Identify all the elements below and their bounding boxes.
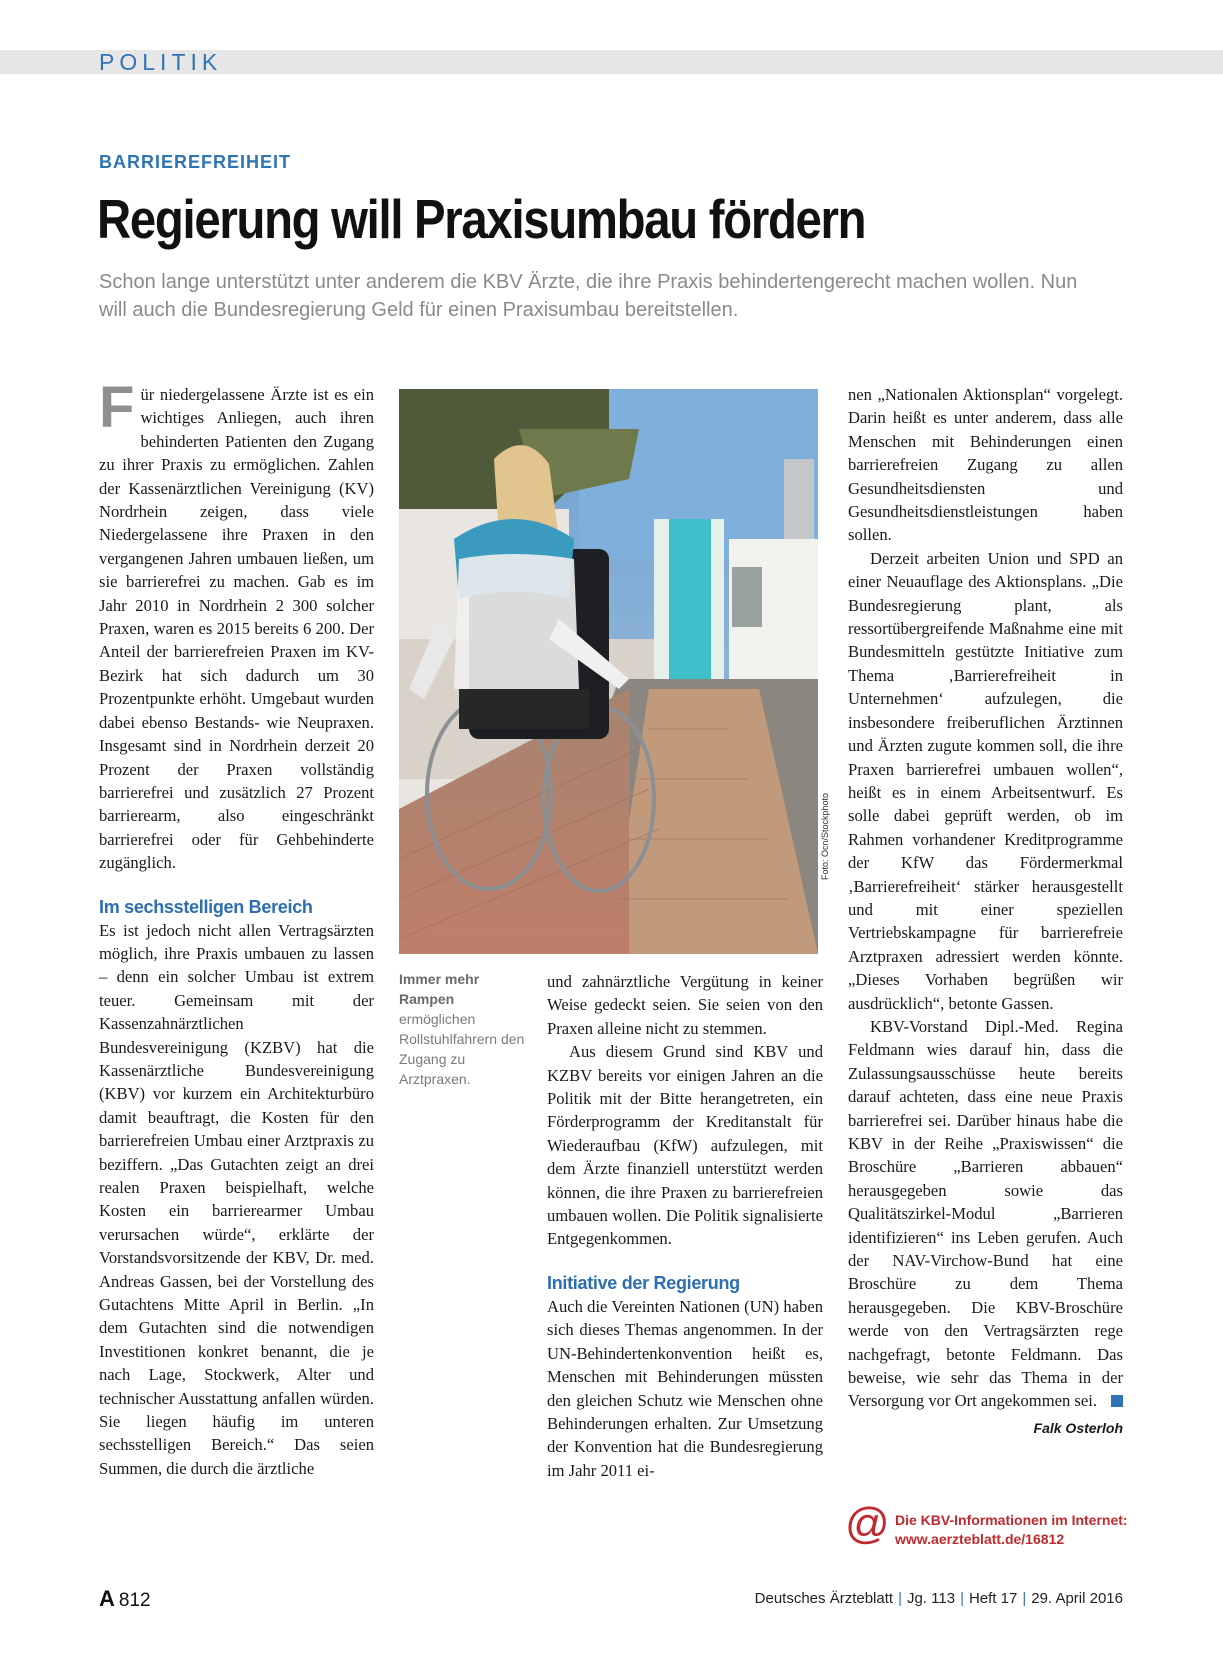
paragraph: Derzeit arbeiten Union und SPD an einer Neuauflage des Aktionsplans. „Die Bundesregierung plant, als ressortübergreifende Maßnahme eine mit Bundesmitteln gestützte Initiative zum Thema ‚Barrierefreiheit in Unternehmen‘ aufzulegen, die insbesondere freiberuflichen Ärztinnen und Ärzten zugute kommen soll, die ihre Praxen barrierefrei umbauen wollen“, heißt es in einem Arbeitsentwurf. Es solle dabei geprüft werden, ob im Rahmen vorhandener Kreditprogramme der KfW das Fördermerkmal ‚Barrierefreiheit‘ stärker herausgestellt und mit einer speziellen Vertriebskampagne für barrierefreie Arztpraxen adressiert werden könnte. „Dieses Vorhaben begrüßen wir ausdrücklich“, betonte Gassen.: [848, 548, 1123, 1013]
publication-issue: Heft 17: [968, 1590, 1018, 1607]
end-mark-icon: [1111, 1395, 1123, 1407]
paragraph: [848, 1015, 1123, 1413]
paragraph-text: ür niedergelassene Ärzte ist es ein wichtiges Anliegen, auch ihren behinderten Patienten den Zugang zu ihrer Praxis zu ermöglichen. Zahlen der Kassenärztlichen Vereinigung (KV) Nordrhein zeigen, dass viele Niedergelassene ihre Praxen in den vergangenen Jahren umbauen ließen, um sie barrierefrei zu machen. Gab es im Jahr 2010 in Nordrhein 2 300 solcher Praxen, waren es 2015 bereits 6 200. Der Anteil der barrierefreien Praxen im KV-Bezirk hat sich dadurch um 30 Prozentpunkte erhöht. Umgebaut wurden dabei ebenso Bestands- wie Neupraxen. Insgesamt sind in Nordrhein derzeit 20 Prozent der Praxen vollständig barrierefrei und zusätzlich 27 Prozent barrierearm, also eingeschränkt barrierefrei oder für Gehbehinderte zugänglich.: [99, 385, 374, 873]
paragraph: Auch die Vereinten Nationen (UN) haben sich dieses Themas angenommen. In der UN-Behindertenkonvention heißt es, Menschen mit Behinderungen müssten den gleichen Schutz wie Menschen ohne Behinderungen erhalten. Zur Umsetzung der Konvention hat die Bundesregierung im Jahr 2011 ei-: [547, 1296, 823, 1480]
photo-credit: Foto: Ocn/Stockphoto: [820, 792, 830, 880]
paragraph: Es ist jedoch nicht allen Vertragsärzten möglich, ihre Praxis umbauen zu lassen – denn ein solcher Umbau ist extrem teuer. Gemeinsam mit der Kassenzahnärztlichen Bundesvereinigung (KZBV) hat die Kassenärztliche Bundesvereinigung (KBV) vor kurzem ein Architekturbüro damit beauftragt, die Kosten für den barrierefreien Umbau einer Arztpraxis zu beziffern. „Das Gutachten zeigt an drei realen Praxen beispielhaft, welche Kosten ein barrierearmer Umbau verursachen würde“, erklärte der Vorstandsvorsitzende der KBV, Dr. med. Andreas Gassen, bei der Vorstellung des Gutachtens Mitte April in Berlin. „In dem Gutachten sind die notwendigen Investitionen konkret benannt, die je nach Lage, Stockwerk, Alter und technischer Ausstattung anfallen würden. Sie liegen häufig im unteren sechsstelligen Bereich.“ Das seien Summen, die durch die ärztliche: [99, 920, 374, 1478]
divider: |: [960, 1590, 964, 1607]
subheading: Im sechsstelligen Bereich: [99, 896, 313, 917]
paragraph-text: KBV-Vorstand Dipl.-Med. Regina Feldmann wies darauf hin, dass die Zulassungsausschüsse heute bereits darauf achteten, dass eine neue Praxis barrierefrei sei. Darüber hinaus habe die KBV in der Reihe „Praxiswissen“ die Broschüre „Barrieren abbauen“ herausgegeben sowie das Qualitätszirkel-Modul „Barrieren identifizieren“ ins Leben gerufen. Auch der NAV-Virchow-Bund hat eine Broschüre zu dem Thema herausgegeben. Die KBV-Broschüre werde von den Vertragsärzten rege nachgefragt, betonte Feldmann. Das beweise, wie sehr das Thema in der Versorgung vor Ort angekommen sei.: [848, 1016, 1123, 1411]
article-column-3: [848, 383, 1123, 1440]
article-column-1: [99, 375, 374, 1480]
publication-info: [755, 1590, 1123, 1607]
web-reference-link[interactable]: www.aerzteblatt.de/16812: [895, 1531, 1065, 1547]
divider: |: [898, 1590, 902, 1607]
photo-caption: [399, 969, 529, 1089]
article-headline: Regierung will Praxisumbau fördern: [97, 188, 866, 250]
page-prefix: A: [99, 1586, 115, 1611]
article-author: Falk Osterloh: [1033, 1419, 1123, 1436]
page-number: [99, 1586, 151, 1612]
page-number-value: 812: [118, 1590, 151, 1611]
publication-volume: Jg. 113: [906, 1590, 956, 1607]
drop-cap: F: [99, 375, 135, 440]
article-photo: [399, 389, 818, 954]
paragraph: nen „Nationalen Aktionsplan“ vorgelegt. Darin heißt es unter anderem, dass alle Menschen mit Behinderungen einen barrierefreien Zugang zu allen Gesundheitsdiensten und Gesundheitsdienstleistungen haben sollen.: [848, 385, 1123, 545]
web-reference-label: Die KBV-Informationen im Internet:: [895, 1512, 1128, 1528]
web-reference-text: [895, 1511, 1128, 1549]
at-icon: @: [845, 1499, 890, 1548]
wheelchair-ramp-illustration: [399, 389, 818, 954]
article-lead: Schon lange unterstützt unter anderem die KBV Ärzte, die ihre Praxis behindertengerecht machen wollen. Nun will auch die Bundesregierung Geld für einen Praxisumbau bereitstellen.: [99, 271, 1078, 321]
paragraph: [99, 375, 374, 875]
publication-name: Deutsches Ärzteblatt: [754, 1590, 894, 1607]
paragraph: Aus diesem Grund sind KBV und KZBV bereits vor einigen Jahren an die Politik mit der Bitte herangetreten, ein Förderprogramm der Kreditanstalt für Wiederaufbau (KfW) aufzulegen, mit dem Ärzte finanziell unterstützt werden können, die ihre Praxen zu barrierefreien umbauen wollen. Die Politik signalisierte Entgegenkommen.: [547, 1042, 823, 1249]
caption-text: ermöglichen Rollstuhlfahrern den Zugang zu Arztpraxen.: [399, 1011, 525, 1087]
web-reference: [845, 1499, 1128, 1548]
subheading: Initiative der Regierung: [547, 1272, 740, 1293]
article-column-2: [547, 970, 823, 1482]
caption-bold: Immer mehr Rampen: [399, 971, 480, 1007]
section-label: POLITIK: [99, 49, 223, 75]
publication-date: 29. April 2016: [1031, 1590, 1123, 1607]
article-kicker: BARRIEREFREIHEIT: [99, 152, 292, 172]
paragraph: und zahnärztliche Vergütung in keiner Weise gedeckt seien. Sie seien von den Praxen alleine nicht zu stemmen.: [547, 972, 823, 1038]
divider: |: [1022, 1590, 1027, 1607]
